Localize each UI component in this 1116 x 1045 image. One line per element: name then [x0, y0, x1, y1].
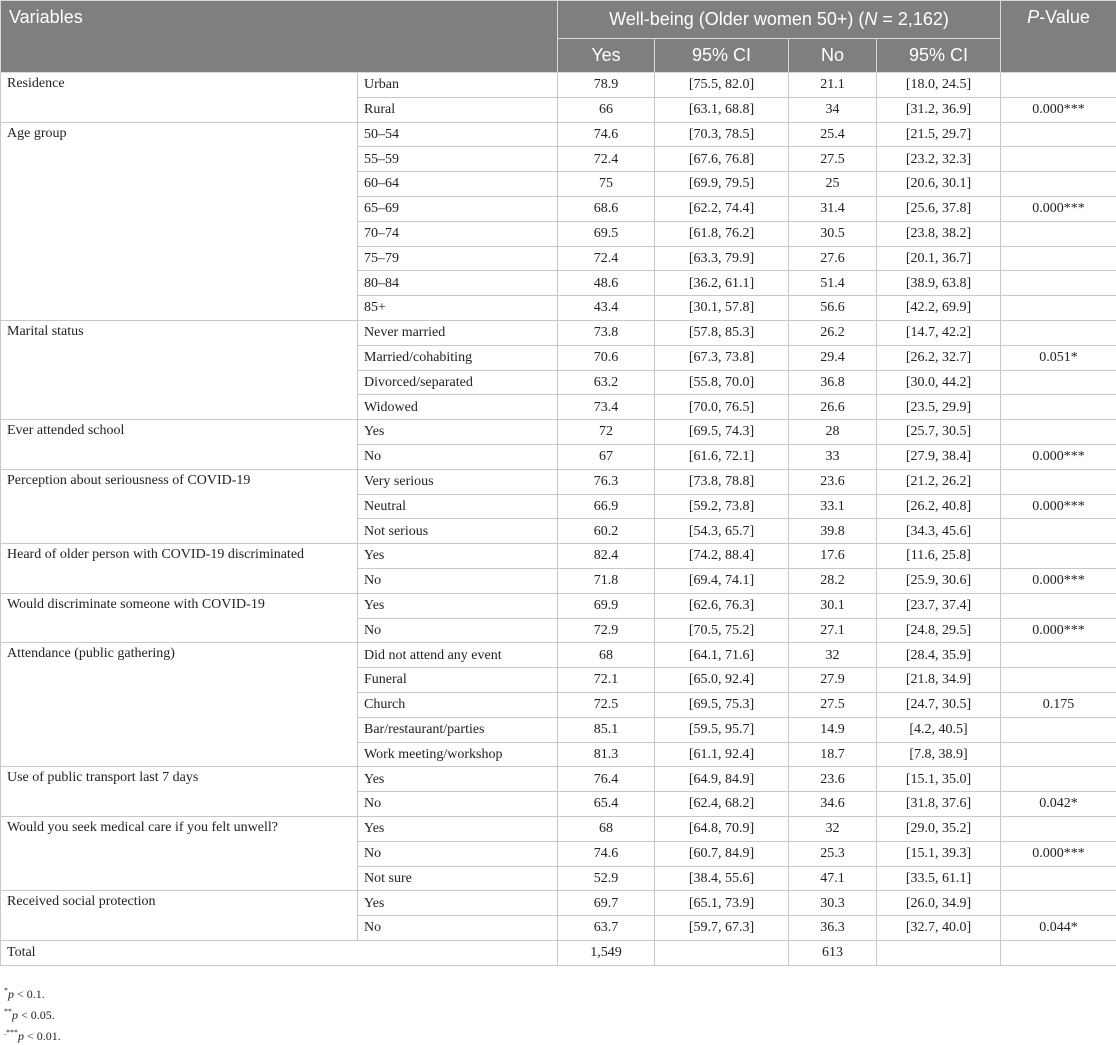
- category: Not sure: [358, 866, 558, 891]
- p-value: 0.000***: [1001, 568, 1116, 593]
- no-percent: 30.1: [789, 593, 877, 618]
- category: Funeral: [358, 668, 558, 693]
- table-row: [1, 469, 1116, 494]
- no-percent: 23.6: [789, 469, 877, 494]
- variable-name: Use of public transport last 7 days: [1, 767, 358, 817]
- yes-percent: 43.4: [558, 296, 655, 321]
- variable-name: Residence: [1, 73, 358, 123]
- variable-name: Attendance (public gathering): [1, 643, 358, 767]
- p-value: 0.000***: [1001, 444, 1116, 469]
- table-row: [1, 73, 1116, 98]
- p-value-header: P-Value: [1001, 1, 1116, 73]
- total-no-ci: [877, 940, 1001, 965]
- yes-ci: [67.6, 76.8]: [655, 147, 789, 172]
- category: Never married: [358, 320, 558, 345]
- footnotes: [4, 982, 61, 1045]
- yes-ci: [30.1, 57.8]: [655, 296, 789, 321]
- yes-percent: 81.3: [558, 742, 655, 767]
- yes-percent: 69.9: [558, 593, 655, 618]
- p-value: [1001, 73, 1116, 98]
- no-ci: [31.2, 36.9]: [877, 97, 1001, 122]
- yes-percent: 63.2: [558, 370, 655, 395]
- yes-percent: 72.5: [558, 692, 655, 717]
- yes-ci: [64.9, 84.9]: [655, 767, 789, 792]
- no-percent: 17.6: [789, 544, 877, 569]
- p-value: [1001, 122, 1116, 147]
- variable-name: Would discriminate someone with COVID-19: [1, 593, 358, 643]
- no-percent: 27.9: [789, 668, 877, 693]
- col-header-no: No: [789, 39, 877, 73]
- no-percent: 34.6: [789, 792, 877, 817]
- table-row: [1, 816, 1116, 841]
- no-ci: [23.2, 32.3]: [877, 147, 1001, 172]
- yes-ci: [61.6, 72.1]: [655, 444, 789, 469]
- yes-ci: [69.5, 75.3]: [655, 692, 789, 717]
- category: 50–54: [358, 122, 558, 147]
- total-yes: 1,549: [558, 940, 655, 965]
- category: Yes: [358, 420, 558, 445]
- category: Church: [358, 692, 558, 717]
- p-value: 0.042*: [1001, 792, 1116, 817]
- category: Divorced/separated: [358, 370, 558, 395]
- footnote: .***p < 0.01.: [4, 1024, 61, 1045]
- yes-ci: [75.5, 82.0]: [655, 73, 789, 98]
- no-percent: 30.5: [789, 221, 877, 246]
- variable-name: Age group: [1, 122, 358, 320]
- p-value: [1001, 395, 1116, 420]
- no-percent: 26.2: [789, 320, 877, 345]
- no-percent: 51.4: [789, 271, 877, 296]
- category: Did not attend any event: [358, 643, 558, 668]
- category: No: [358, 618, 558, 643]
- yes-percent: 71.8: [558, 568, 655, 593]
- p-value: 0.000***: [1001, 97, 1116, 122]
- no-ci: [27.9, 38.4]: [877, 444, 1001, 469]
- no-ci: [21.2, 26.2]: [877, 469, 1001, 494]
- yes-percent: 72: [558, 420, 655, 445]
- no-percent: 29.4: [789, 345, 877, 370]
- no-percent: 27.1: [789, 618, 877, 643]
- p-value: [1001, 767, 1116, 792]
- category: Yes: [358, 593, 558, 618]
- yes-percent: 70.6: [558, 345, 655, 370]
- yes-percent: 68: [558, 643, 655, 668]
- p-value: 0.000***: [1001, 494, 1116, 519]
- category: No: [358, 444, 558, 469]
- category: Yes: [358, 544, 558, 569]
- yes-percent: 76.4: [558, 767, 655, 792]
- total-p-value: [1001, 940, 1116, 965]
- p-value: [1001, 816, 1116, 841]
- no-ci: [25.6, 37.8]: [877, 196, 1001, 221]
- p-value: 0.051*: [1001, 345, 1116, 370]
- p-value: [1001, 221, 1116, 246]
- no-percent: 27.5: [789, 692, 877, 717]
- table-row: [1, 320, 1116, 345]
- no-percent: 25.3: [789, 841, 877, 866]
- category: No: [358, 792, 558, 817]
- yes-percent: 48.6: [558, 271, 655, 296]
- yes-ci: [36.2, 61.1]: [655, 271, 789, 296]
- table-row: [1, 767, 1116, 792]
- footnote: *p < 0.1.: [4, 982, 61, 1003]
- footnote: **p < 0.05.: [4, 1003, 61, 1024]
- p-value: [1001, 147, 1116, 172]
- p-value: 0.044*: [1001, 916, 1116, 941]
- no-percent: 32: [789, 643, 877, 668]
- p-value: 0.175: [1001, 692, 1116, 717]
- no-ci: [28.4, 35.9]: [877, 643, 1001, 668]
- no-ci: [20.6, 30.1]: [877, 172, 1001, 197]
- category: 65–69: [358, 196, 558, 221]
- no-percent: 14.9: [789, 717, 877, 742]
- no-ci: [42.2, 69.9]: [877, 296, 1001, 321]
- yes-percent: 66.9: [558, 494, 655, 519]
- no-ci: [24.7, 30.5]: [877, 692, 1001, 717]
- table-row: [1, 643, 1116, 668]
- yes-ci: [65.1, 73.9]: [655, 891, 789, 916]
- no-ci: [23.5, 29.9]: [877, 395, 1001, 420]
- yes-ci: [55.8, 70.0]: [655, 370, 789, 395]
- yes-ci: [63.1, 68.8]: [655, 97, 789, 122]
- table-row: [1, 544, 1116, 569]
- no-ci: [30.0, 44.2]: [877, 370, 1001, 395]
- category: 85+: [358, 296, 558, 321]
- p-value: 0.000***: [1001, 618, 1116, 643]
- yes-ci: [69.9, 79.5]: [655, 172, 789, 197]
- yes-percent: 76.3: [558, 469, 655, 494]
- col-header-yes: Yes: [558, 39, 655, 73]
- no-percent: 28: [789, 420, 877, 445]
- no-ci: [23.8, 38.2]: [877, 221, 1001, 246]
- no-percent: 27.6: [789, 246, 877, 271]
- total-no: 613: [789, 940, 877, 965]
- yes-percent: 67: [558, 444, 655, 469]
- p-value: [1001, 866, 1116, 891]
- no-percent: 33: [789, 444, 877, 469]
- table-row: [1, 122, 1116, 147]
- no-ci: [7.8, 38.9]: [877, 742, 1001, 767]
- no-ci: [34.3, 45.6]: [877, 519, 1001, 544]
- yes-ci: [61.8, 76.2]: [655, 221, 789, 246]
- no-percent: 25.4: [789, 122, 877, 147]
- category: No: [358, 568, 558, 593]
- p-value: [1001, 544, 1116, 569]
- category: Yes: [358, 767, 558, 792]
- yes-percent: 72.4: [558, 246, 655, 271]
- no-percent: 32: [789, 816, 877, 841]
- p-value: [1001, 643, 1116, 668]
- category: Married/cohabiting: [358, 345, 558, 370]
- yes-ci: [69.5, 74.3]: [655, 420, 789, 445]
- no-percent: 25: [789, 172, 877, 197]
- p-value: [1001, 891, 1116, 916]
- category: No: [358, 916, 558, 941]
- p-value: [1001, 717, 1116, 742]
- no-percent: 36.3: [789, 916, 877, 941]
- no-ci: [38.9, 63.8]: [877, 271, 1001, 296]
- no-percent: 28.2: [789, 568, 877, 593]
- p-value: [1001, 271, 1116, 296]
- yes-percent: 72.4: [558, 147, 655, 172]
- yes-ci: [54.3, 65.7]: [655, 519, 789, 544]
- category: Bar/restaurant/parties: [358, 717, 558, 742]
- no-percent: 26.6: [789, 395, 877, 420]
- category: 55–59: [358, 147, 558, 172]
- yes-percent: 75: [558, 172, 655, 197]
- yes-ci: [70.3, 78.5]: [655, 122, 789, 147]
- group-header: Well-being (Older women 50+) (N = 2,162): [558, 1, 1001, 39]
- category: Yes: [358, 891, 558, 916]
- yes-ci: [38.4, 55.6]: [655, 866, 789, 891]
- yes-percent: 78.9: [558, 73, 655, 98]
- p-value: [1001, 296, 1116, 321]
- yes-ci: [59.7, 67.3]: [655, 916, 789, 941]
- yes-percent: 82.4: [558, 544, 655, 569]
- category: 70–74: [358, 221, 558, 246]
- yes-ci: [62.2, 74.4]: [655, 196, 789, 221]
- no-ci: [18.0, 24.5]: [877, 73, 1001, 98]
- yes-percent: 73.8: [558, 320, 655, 345]
- category: Yes: [358, 816, 558, 841]
- no-ci: [26.0, 34.9]: [877, 891, 1001, 916]
- category: 80–84: [358, 271, 558, 296]
- variable-name: Marital status: [1, 320, 358, 419]
- no-percent: 31.4: [789, 196, 877, 221]
- p-value: 0.000***: [1001, 841, 1116, 866]
- p-value: [1001, 742, 1116, 767]
- no-percent: 27.5: [789, 147, 877, 172]
- yes-ci: [74.2, 88.4]: [655, 544, 789, 569]
- variable-name: Heard of older person with COVID-19 discriminated: [1, 544, 358, 594]
- no-percent: 21.1: [789, 73, 877, 98]
- no-ci: [24.8, 29.5]: [877, 618, 1001, 643]
- no-percent: 33.1: [789, 494, 877, 519]
- no-ci: [26.2, 32.7]: [877, 345, 1001, 370]
- no-ci: [15.1, 39.3]: [877, 841, 1001, 866]
- total-label: Total: [1, 940, 558, 965]
- no-ci: [15.1, 35.0]: [877, 767, 1001, 792]
- no-ci: [11.6, 25.8]: [877, 544, 1001, 569]
- yes-percent: 69.7: [558, 891, 655, 916]
- yes-ci: [60.7, 84.9]: [655, 841, 789, 866]
- p-value: [1001, 370, 1116, 395]
- no-percent: 39.8: [789, 519, 877, 544]
- variable-name: Received social protection: [1, 891, 358, 941]
- p-value: [1001, 668, 1116, 693]
- no-ci: [14.7, 42.2]: [877, 320, 1001, 345]
- yes-percent: 73.4: [558, 395, 655, 420]
- yes-percent: 68: [558, 816, 655, 841]
- variable-name: Ever attended school: [1, 420, 358, 470]
- table-row: [1, 420, 1116, 445]
- no-ci: [25.9, 30.6]: [877, 568, 1001, 593]
- no-ci: [23.7, 37.4]: [877, 593, 1001, 618]
- col-header-no-ci: 95% CI: [877, 39, 1001, 73]
- yes-ci: [59.2, 73.8]: [655, 494, 789, 519]
- no-ci: [20.1, 36.7]: [877, 246, 1001, 271]
- category: 75–79: [358, 246, 558, 271]
- p-value: [1001, 246, 1116, 271]
- no-ci: [33.5, 61.1]: [877, 866, 1001, 891]
- table-row: [1, 891, 1116, 916]
- total-row: [1, 940, 1116, 965]
- yes-percent: 72.1: [558, 668, 655, 693]
- no-percent: 34: [789, 97, 877, 122]
- yes-ci: [61.1, 92.4]: [655, 742, 789, 767]
- table-row: [1, 593, 1116, 618]
- total-yes-ci: [655, 940, 789, 965]
- category: Widowed: [358, 395, 558, 420]
- yes-percent: 52.9: [558, 866, 655, 891]
- no-percent: 30.3: [789, 891, 877, 916]
- yes-ci: [64.8, 70.9]: [655, 816, 789, 841]
- table-body: [1, 73, 1116, 966]
- no-ci: [26.2, 40.8]: [877, 494, 1001, 519]
- no-ci: [31.8, 37.6]: [877, 792, 1001, 817]
- yes-ci: [73.8, 78.8]: [655, 469, 789, 494]
- p-value: [1001, 320, 1116, 345]
- no-ci: [29.0, 35.2]: [877, 816, 1001, 841]
- no-ci: [32.7, 40.0]: [877, 916, 1001, 941]
- category: 60–64: [358, 172, 558, 197]
- yes-percent: 72.9: [558, 618, 655, 643]
- yes-ci: [67.3, 73.8]: [655, 345, 789, 370]
- yes-percent: 74.6: [558, 841, 655, 866]
- no-ci: [25.7, 30.5]: [877, 420, 1001, 445]
- no-percent: 23.6: [789, 767, 877, 792]
- col-header-yes-ci: 95% CI: [655, 39, 789, 73]
- no-ci: [21.5, 29.7]: [877, 122, 1001, 147]
- p-value: [1001, 172, 1116, 197]
- no-ci: [4.2, 40.5]: [877, 717, 1001, 742]
- yes-ci: [62.6, 76.3]: [655, 593, 789, 618]
- variables-header: Variables: [1, 1, 558, 73]
- yes-ci: [57.8, 85.3]: [655, 320, 789, 345]
- yes-percent: 74.6: [558, 122, 655, 147]
- yes-percent: 85.1: [558, 717, 655, 742]
- yes-percent: 60.2: [558, 519, 655, 544]
- yes-ci: [70.0, 76.5]: [655, 395, 789, 420]
- yes-percent: 66: [558, 97, 655, 122]
- yes-ci: [65.0, 92.4]: [655, 668, 789, 693]
- yes-ci: [64.1, 71.6]: [655, 643, 789, 668]
- no-percent: 18.7: [789, 742, 877, 767]
- yes-ci: [59.5, 95.7]: [655, 717, 789, 742]
- no-percent: 47.1: [789, 866, 877, 891]
- no-ci: [21.8, 34.9]: [877, 668, 1001, 693]
- p-value: [1001, 593, 1116, 618]
- category: Neutral: [358, 494, 558, 519]
- yes-ci: [62.4, 68.2]: [655, 792, 789, 817]
- yes-ci: [70.5, 75.2]: [655, 618, 789, 643]
- no-percent: 56.6: [789, 296, 877, 321]
- category: Work meeting/workshop: [358, 742, 558, 767]
- category: Urban: [358, 73, 558, 98]
- variable-name: Perception about seriousness of COVID-19: [1, 469, 358, 543]
- yes-ci: [69.4, 74.1]: [655, 568, 789, 593]
- variable-name: Would you seek medical care if you felt unwell?: [1, 816, 358, 890]
- yes-percent: 63.7: [558, 916, 655, 941]
- category: Rural: [358, 97, 558, 122]
- category: Very serious: [358, 469, 558, 494]
- category: Not serious: [358, 519, 558, 544]
- yes-percent: 65.4: [558, 792, 655, 817]
- category: No: [358, 841, 558, 866]
- yes-percent: 68.6: [558, 196, 655, 221]
- no-percent: 36.8: [789, 370, 877, 395]
- p-value: 0.000***: [1001, 196, 1116, 221]
- yes-percent: 69.5: [558, 221, 655, 246]
- p-value: [1001, 519, 1116, 544]
- yes-ci: [63.3, 79.9]: [655, 246, 789, 271]
- p-value: [1001, 469, 1116, 494]
- p-value: [1001, 420, 1116, 445]
